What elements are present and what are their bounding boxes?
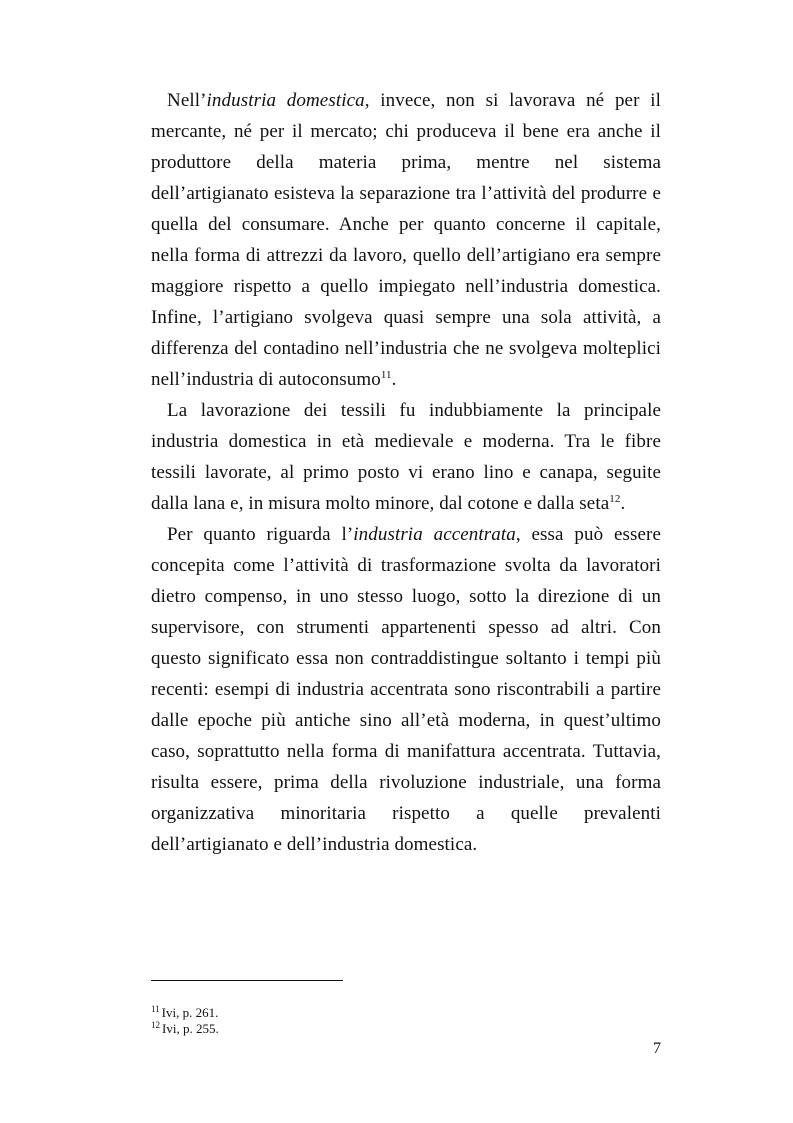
footnote-number: 12 bbox=[151, 1020, 160, 1030]
italic-term: industria accentrata bbox=[353, 524, 516, 545]
body-text bbox=[151, 85, 661, 860]
footnote-text: Ivi, p. 255. bbox=[162, 1021, 219, 1036]
text-run: , invece, non si lavorava né per il mercante, né per il mercato; chi produceva il bene era anche il produttore della materia prima, mentre nel sistema dell’artigianato esisteva la separazione tra l’attività del produrre e quella del consumare. Anche per quanto concerne il capitale, nella forma di attrezzi da lavoro, quello dell’artigiano era sempre maggiore rispetto a quello impiegato nell’industria domestica. Infine, l’artigiano svolgeva quasi sempre una sola attività, a differenza del contadino nell’industria che ne svolgeva molteplici nell’industria di autoconsumo bbox=[151, 90, 661, 390]
page-number: 7 bbox=[653, 1040, 661, 1057]
footnote-text: Ivi, p. 261. bbox=[161, 1005, 219, 1020]
footnote-reference[interactable]: 11 bbox=[380, 369, 392, 381]
paragraph-industria-domestica bbox=[151, 85, 661, 395]
footnote-12 bbox=[151, 1021, 661, 1037]
text-run: La lavorazione dei tessili fu indubbiamente la principale industria domestica in età medievale e moderna. Tra le fibre tessili lavorate, al primo posto vi erano lino e canapa, seguite dalla lana e, in misura molto minore, dal cotone e dalla seta bbox=[151, 400, 661, 514]
text-run: Per quanto riguarda l’ bbox=[167, 524, 354, 545]
text-run: . bbox=[620, 493, 626, 514]
paragraph-tessili bbox=[151, 395, 661, 519]
footnote-number: 11 bbox=[151, 1004, 160, 1014]
footnote-reference[interactable]: 12 bbox=[609, 493, 621, 505]
italic-term: industria domestica bbox=[206, 90, 365, 111]
text-run: , essa può essere concepita come l’attività di trasformazione svolta da lavoratori dietro compenso, in uno stesso luogo, sotto la direzione di un supervisore, con strumenti appartenenti spesso ad altri. Con questo significato essa non contraddistingue soltanto i tempi più recenti: esempi di industria accentrata sono riscontrabili a partire dalle epoche più antiche sino all’età moderna, in quest’ultimo caso, soprattutto nella forma di manifattura accentrata. Tuttavia, risulta essere, prima della rivoluzione industriale, una forma organizzativa minoritaria rispetto a quelle prevalenti dell’artigianato e dell’industria domestica. bbox=[151, 524, 661, 855]
text-run: . bbox=[391, 369, 397, 390]
footnote-separator bbox=[151, 980, 343, 981]
footnote-11 bbox=[151, 1005, 661, 1021]
footnotes bbox=[151, 1005, 661, 1037]
text-run: Nell’ bbox=[167, 90, 207, 111]
paragraph-industria-accentrata bbox=[151, 519, 661, 860]
